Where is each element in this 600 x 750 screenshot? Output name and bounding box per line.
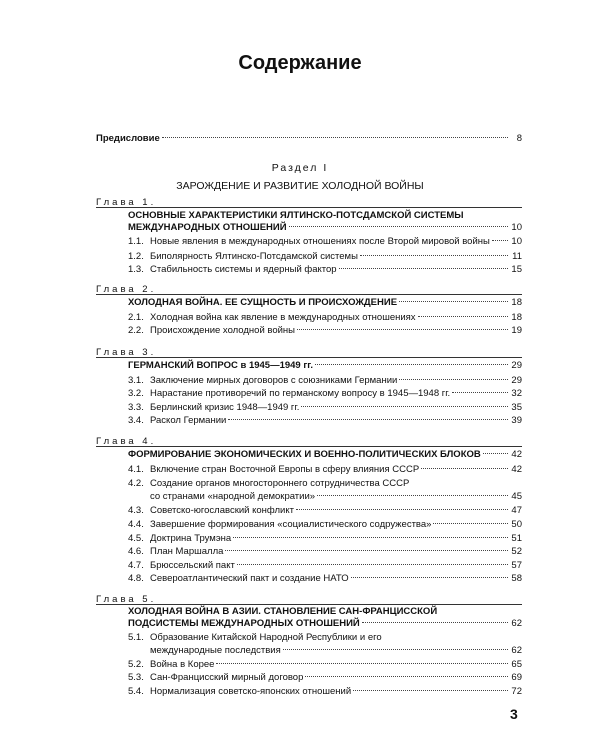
chapter-title-line[interactable] [128,449,522,461]
preface-page: 8 [516,133,522,144]
entry-label: Североатлантический пакт и создание НАТО [150,573,349,584]
dot-leader [399,301,508,302]
entry-number: 1.2. [128,251,144,262]
dot-leader [228,419,508,420]
dot-leader [351,577,508,578]
entry-label-cont: со странами «народной демократии» [150,491,316,502]
section-title: ЗАРОЖДЕНИЕ И РАЗВИТИЕ ХОЛОДНОЙ ВОЙНЫ [176,180,424,192]
entry-page: 72 [511,686,522,697]
dot-leader [305,676,508,677]
toc-entry[interactable] [128,659,522,671]
entry-page: 39 [511,415,522,426]
chapter-divider [96,604,522,605]
dot-leader [216,663,508,664]
entry-page: 65 [511,659,522,670]
dot-leader [492,240,508,241]
entry-page: 19 [511,325,522,336]
dot-leader [483,453,508,454]
chapter-label: Глава 1. [96,197,157,208]
entry-number: 3.4. [128,415,144,426]
chapter-title[interactable]: ОСНОВНЫЕ ХАРАКТЕРИСТИКИ ЯЛТИНСКО-ПОТСДАМСКОЙ СИСТЕМЫ [128,210,464,221]
dot-leader [289,226,508,227]
entry-number: 2.1. [128,312,144,323]
chapter-page: 10 [511,222,522,233]
dot-leader [301,406,508,407]
dot-leader [297,329,508,330]
dot-leader [360,255,508,256]
entry-number: 5.4. [128,686,144,697]
entry-number: 4.5. [128,533,144,544]
entry-label: Советско-югославский конфликт [150,505,294,516]
entry-label: Брюссельский пакт [150,560,235,571]
toc-entry[interactable] [128,375,522,387]
entry-number: 4.1. [128,464,144,475]
dot-leader [418,316,508,317]
toc-entry[interactable] [128,573,522,585]
chapter-divider [96,207,522,208]
entry-number: 4.4. [128,519,144,530]
toc-entry[interactable] [128,533,522,545]
entry-page: 51 [511,533,522,544]
entry-number: 4.6. [128,546,144,557]
entry-number: 3.1. [128,375,144,386]
entry-number: 1.1. [128,236,144,247]
dot-leader [237,564,508,565]
chapter-title: ФОРМИРОВАНИЕ ЭКОНОМИЧЕСКИХ И ВОЕННО-ПОЛИТИЧЕСКИХ БЛОКОВ [128,449,481,460]
entry-page: 10 [511,236,522,247]
entry-page: 15 [511,264,522,275]
entry-label: Включение стран Восточной Европы в сферу влияния СССР [150,464,420,475]
entry-label: Нарастание противоречий по германскому вопросу в 1945—1948 гг. [150,388,451,399]
toc-entry[interactable] [128,505,522,517]
dot-leader [283,649,508,650]
chapter-page: 42 [511,449,522,460]
chapter-label: Глава 4. [96,436,157,447]
dot-leader [162,137,508,138]
entry-number: 5.3. [128,672,144,683]
entry-page: 11 [512,251,522,262]
toc-entry[interactable] [128,686,522,698]
dot-leader [233,537,508,538]
entry-page: 45 [511,491,522,502]
entry-label: Война в Корее [150,659,215,670]
page-title: Содержание [238,52,362,74]
page-number: 3 [510,706,518,722]
entry-number: 3.3. [128,402,144,413]
chapter-title: ГЕРМАНСКИЙ ВОПРОС в 1945—1949 гг. [128,360,313,371]
toc-entry[interactable] [150,645,522,657]
toc-entry[interactable] [128,672,522,684]
toc-entry[interactable] [128,264,522,276]
toc-entry-preface[interactable] [96,133,522,145]
section-label: Раздел I [271,162,329,174]
entry-page: 18 [511,312,522,323]
entry-label: Нормализация советско-японских отношений [150,686,352,697]
dot-leader [452,392,508,393]
chapter-label: Глава 2. [96,284,157,295]
chapter-divider [96,357,522,358]
toc-entry[interactable] [128,519,522,531]
entry-label: План Маршалла [150,546,224,557]
entry-label: Берлинский кризис 1948—1949 гг. [150,402,300,413]
chapter-title-cont: ПОДСИСТЕМЫ МЕЖДУНАРОДНЫХ ОТНОШЕНИЙ [128,618,360,629]
entry-label: Раскол Германии [150,415,227,426]
dot-leader [433,523,508,524]
chapter-title-line[interactable] [128,222,522,234]
entry-page: 50 [511,519,522,530]
entry-page: 35 [511,402,522,413]
entry-page: 47 [511,505,522,516]
chapter-title: ХОЛОДНАЯ ВОЙНА. ЕЕ СУЩНОСТЬ И ПРОИСХОЖДЕНИЕ [128,297,398,308]
chapter-title[interactable]: ХОЛОДНАЯ ВОЙНА В АЗИИ. СТАНОВЛЕНИЕ САН-ФРАНЦИССКОЙ [128,606,438,617]
chapter-page: 18 [511,297,522,308]
entry-page: 42 [511,464,522,475]
entry-label: Завершение формирования «социалистического содружества» [150,519,432,530]
entry-number: 5.2. [128,659,144,670]
chapter-label: Глава 5. [96,594,157,605]
toc-entry[interactable] [128,236,522,248]
entry-number: 4.7. [128,560,144,571]
dot-leader [315,364,508,365]
entry-number: 4.3. [128,505,144,516]
entry-number: 2.2. [128,325,144,336]
entry-number: 3.2. [128,388,144,399]
entry-page: 57 [511,560,522,571]
dot-leader [362,622,508,623]
entry-label: Доктрина Трумэна [150,533,232,544]
entry-label: Сан-Францисский мирный договор [150,672,304,683]
dot-leader [296,509,508,510]
entry-number: 4.2. [128,478,144,489]
toc-entry[interactable] [150,491,522,503]
toc-entry[interactable] [128,312,522,324]
entry-label: Заключение мирных договоров с союзниками Германии [150,375,398,386]
chapter-divider [96,446,522,447]
chapter-title-line[interactable] [128,297,522,309]
chapter-page: 29 [511,360,522,371]
entry-number: 1.3. [128,264,144,275]
entry-number: 4.8. [128,573,144,584]
dot-leader [339,268,508,269]
toc-entry-first-line[interactable] [128,632,382,644]
toc-entry[interactable] [128,415,522,427]
chapter-title-line[interactable] [128,360,522,372]
toc-entry[interactable] [128,325,522,337]
dot-leader [317,495,508,496]
dot-leader [225,550,508,551]
entry-label-cont: международные последствия [150,645,281,656]
entry-page: 32 [511,388,522,399]
entry-label: Холодная война как явление в международных отношениях [150,312,416,323]
entry-label: Происхождение холодной войны [150,325,295,336]
chapter-page: 62 [511,618,522,629]
toc-entry[interactable] [128,402,522,414]
dot-leader [421,468,508,469]
toc-entry[interactable] [128,464,522,476]
toc-entry[interactable] [128,251,522,263]
entry-page: 52 [511,546,522,557]
entry-page: 29 [511,375,522,386]
chapter-title-line[interactable] [128,618,522,630]
toc-entry[interactable] [128,546,522,558]
entry-label: Создание органов многостороннего сотрудничества СССР [150,478,410,489]
entry-page: 58 [511,573,522,584]
entry-label: Стабильность системы и ядерный фактор [150,264,337,275]
toc-entry[interactable] [128,560,522,572]
preface-label: Предисловие [96,133,160,144]
toc-entry-first-line[interactable] [128,478,409,490]
chapter-label: Глава 3. [96,347,157,358]
chapter-divider [96,294,522,295]
dot-leader [399,379,508,380]
entry-label: Новые явления в международных отношениях после Второй мировой войны [150,236,490,247]
dot-leader [353,690,508,691]
chapter-title-cont: МЕЖДУНАРОДНЫХ ОТНОШЕНИЙ [128,222,287,233]
entry-label: Образование Китайской Народной Республики и его [150,632,382,643]
toc-entry[interactable] [128,388,522,400]
entry-page: 62 [511,645,522,656]
entry-label: Биполярность Ялтинско-Потсдамской системы [150,251,358,262]
entry-number: 5.1. [128,632,144,643]
entry-page: 69 [511,672,522,683]
